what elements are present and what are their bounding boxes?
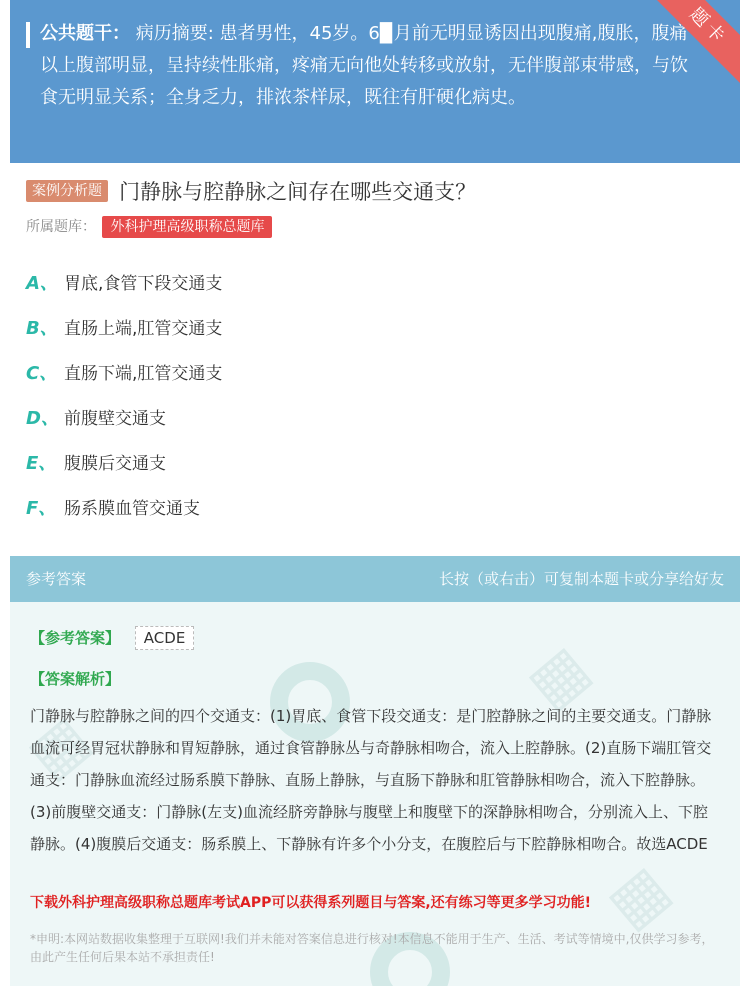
option-letter: F、 <box>26 498 57 519</box>
options-list <box>26 268 726 538</box>
watermark-icon: ▦ <box>514 631 603 723</box>
option-letter: E、 <box>26 453 57 474</box>
library-tag[interactable]: 外科护理高级职称总题库 <box>102 216 272 238</box>
watermark-icon: ▦ <box>14 701 103 793</box>
stem-content: 病历摘要: 患者男性，45岁。6▉月前无明显诱因出现腹痛,腹胀，腹痛以上腹部明显，呈持续性胀痛，疼痛无向他处转移或放射，无伴腹部束带感，与饮食无明显关系；全身乏力，排浓茶样尿，既往有肝硬化病史。 <box>40 23 688 108</box>
option-f[interactable] <box>26 493 726 538</box>
stem-accent-bar <box>26 22 30 48</box>
answer-value[interactable]: ACDE <box>135 626 195 650</box>
option-d[interactable] <box>26 403 726 448</box>
stem-label: 公共题干： <box>40 23 130 44</box>
answer-header-title: 参考答案 <box>26 570 87 588</box>
option-text: 腹膜后交通支 <box>64 454 166 474</box>
question-title: 门静脉与腔静脉之间存在哪些交通支？ <box>119 180 477 204</box>
option-e[interactable] <box>26 448 726 493</box>
analysis-text: 门静脉与腔静脉之间的四个交通支：(1)胃底、食管下段交通支：是门腔静脉之间的主要交通支。门静脉血流可经胃冠状静脉和胃短静脉，通过食管静脉丛与奇静脉相吻合，流入上腔静脉。(2)直肠下端肛管交通支：门静脉血流经过肠系膜下静脉、直肠上静脉，与直肠下静脉和肛管静脉相吻合，流入下腔静脉。(3)前腹壁交通支：门静脉(左支)血流经脐旁静脉与腹壁上和腹壁下的深静脉相吻合，分别流入上、下腔静脉。(4)腹膜后交通支：肠系膜上、下静脉有许多个小分支，在腹腔后与下腔静脉相吻合。故选ACDE <box>30 707 712 853</box>
option-letter: C、 <box>26 363 58 384</box>
option-text: 直肠上端,肛管交通支 <box>64 319 223 339</box>
disclaimer-text: *申明:本网站数据收集整理于互联网!我们并未能对答案信息进行核对!本信息不能用于生产、生活、考试等情境中,仅供学习参考，由此产生任何后果本站不承担责任! <box>30 932 714 964</box>
watermark-icon: ▦ <box>594 851 683 943</box>
analysis-label: 【答案解析】 <box>30 670 121 688</box>
option-letter: A、 <box>26 273 58 294</box>
download-app-link[interactable]: 下载外科护理高级职称总题库考试APP可以获得系列题目与答案,还有练习等更多学习功能! <box>30 895 592 911</box>
option-letter: B、 <box>26 318 58 339</box>
question-stem-panel <box>10 0 740 163</box>
question-type-tag: 案例分析题 <box>26 180 108 202</box>
card-ribbon: 题卡 <box>639 0 740 96</box>
analysis-label-line <box>30 668 120 689</box>
answer-label: 【参考答案】 <box>30 629 121 647</box>
stem-text-block <box>40 18 690 114</box>
option-text: 前腹壁交通支 <box>64 409 166 429</box>
library-row <box>26 216 272 240</box>
share-hint[interactable]: 长按（或右击）可复制本题卡或分享给好友 <box>438 570 724 588</box>
library-label: 所属题库： <box>26 219 96 235</box>
option-b[interactable] <box>26 313 726 358</box>
option-text: 直肠下端,肛管交通支 <box>64 364 223 384</box>
option-c[interactable] <box>26 358 726 403</box>
question-row <box>26 176 726 206</box>
option-text: 胃底,食管下段交通支 <box>64 274 223 294</box>
option-a[interactable] <box>26 268 726 313</box>
option-text: 肠系膜血管交通支 <box>64 499 200 519</box>
answer-line <box>30 626 194 650</box>
option-letter: D、 <box>26 408 59 429</box>
answer-body <box>10 602 740 986</box>
answer-header <box>10 556 740 602</box>
